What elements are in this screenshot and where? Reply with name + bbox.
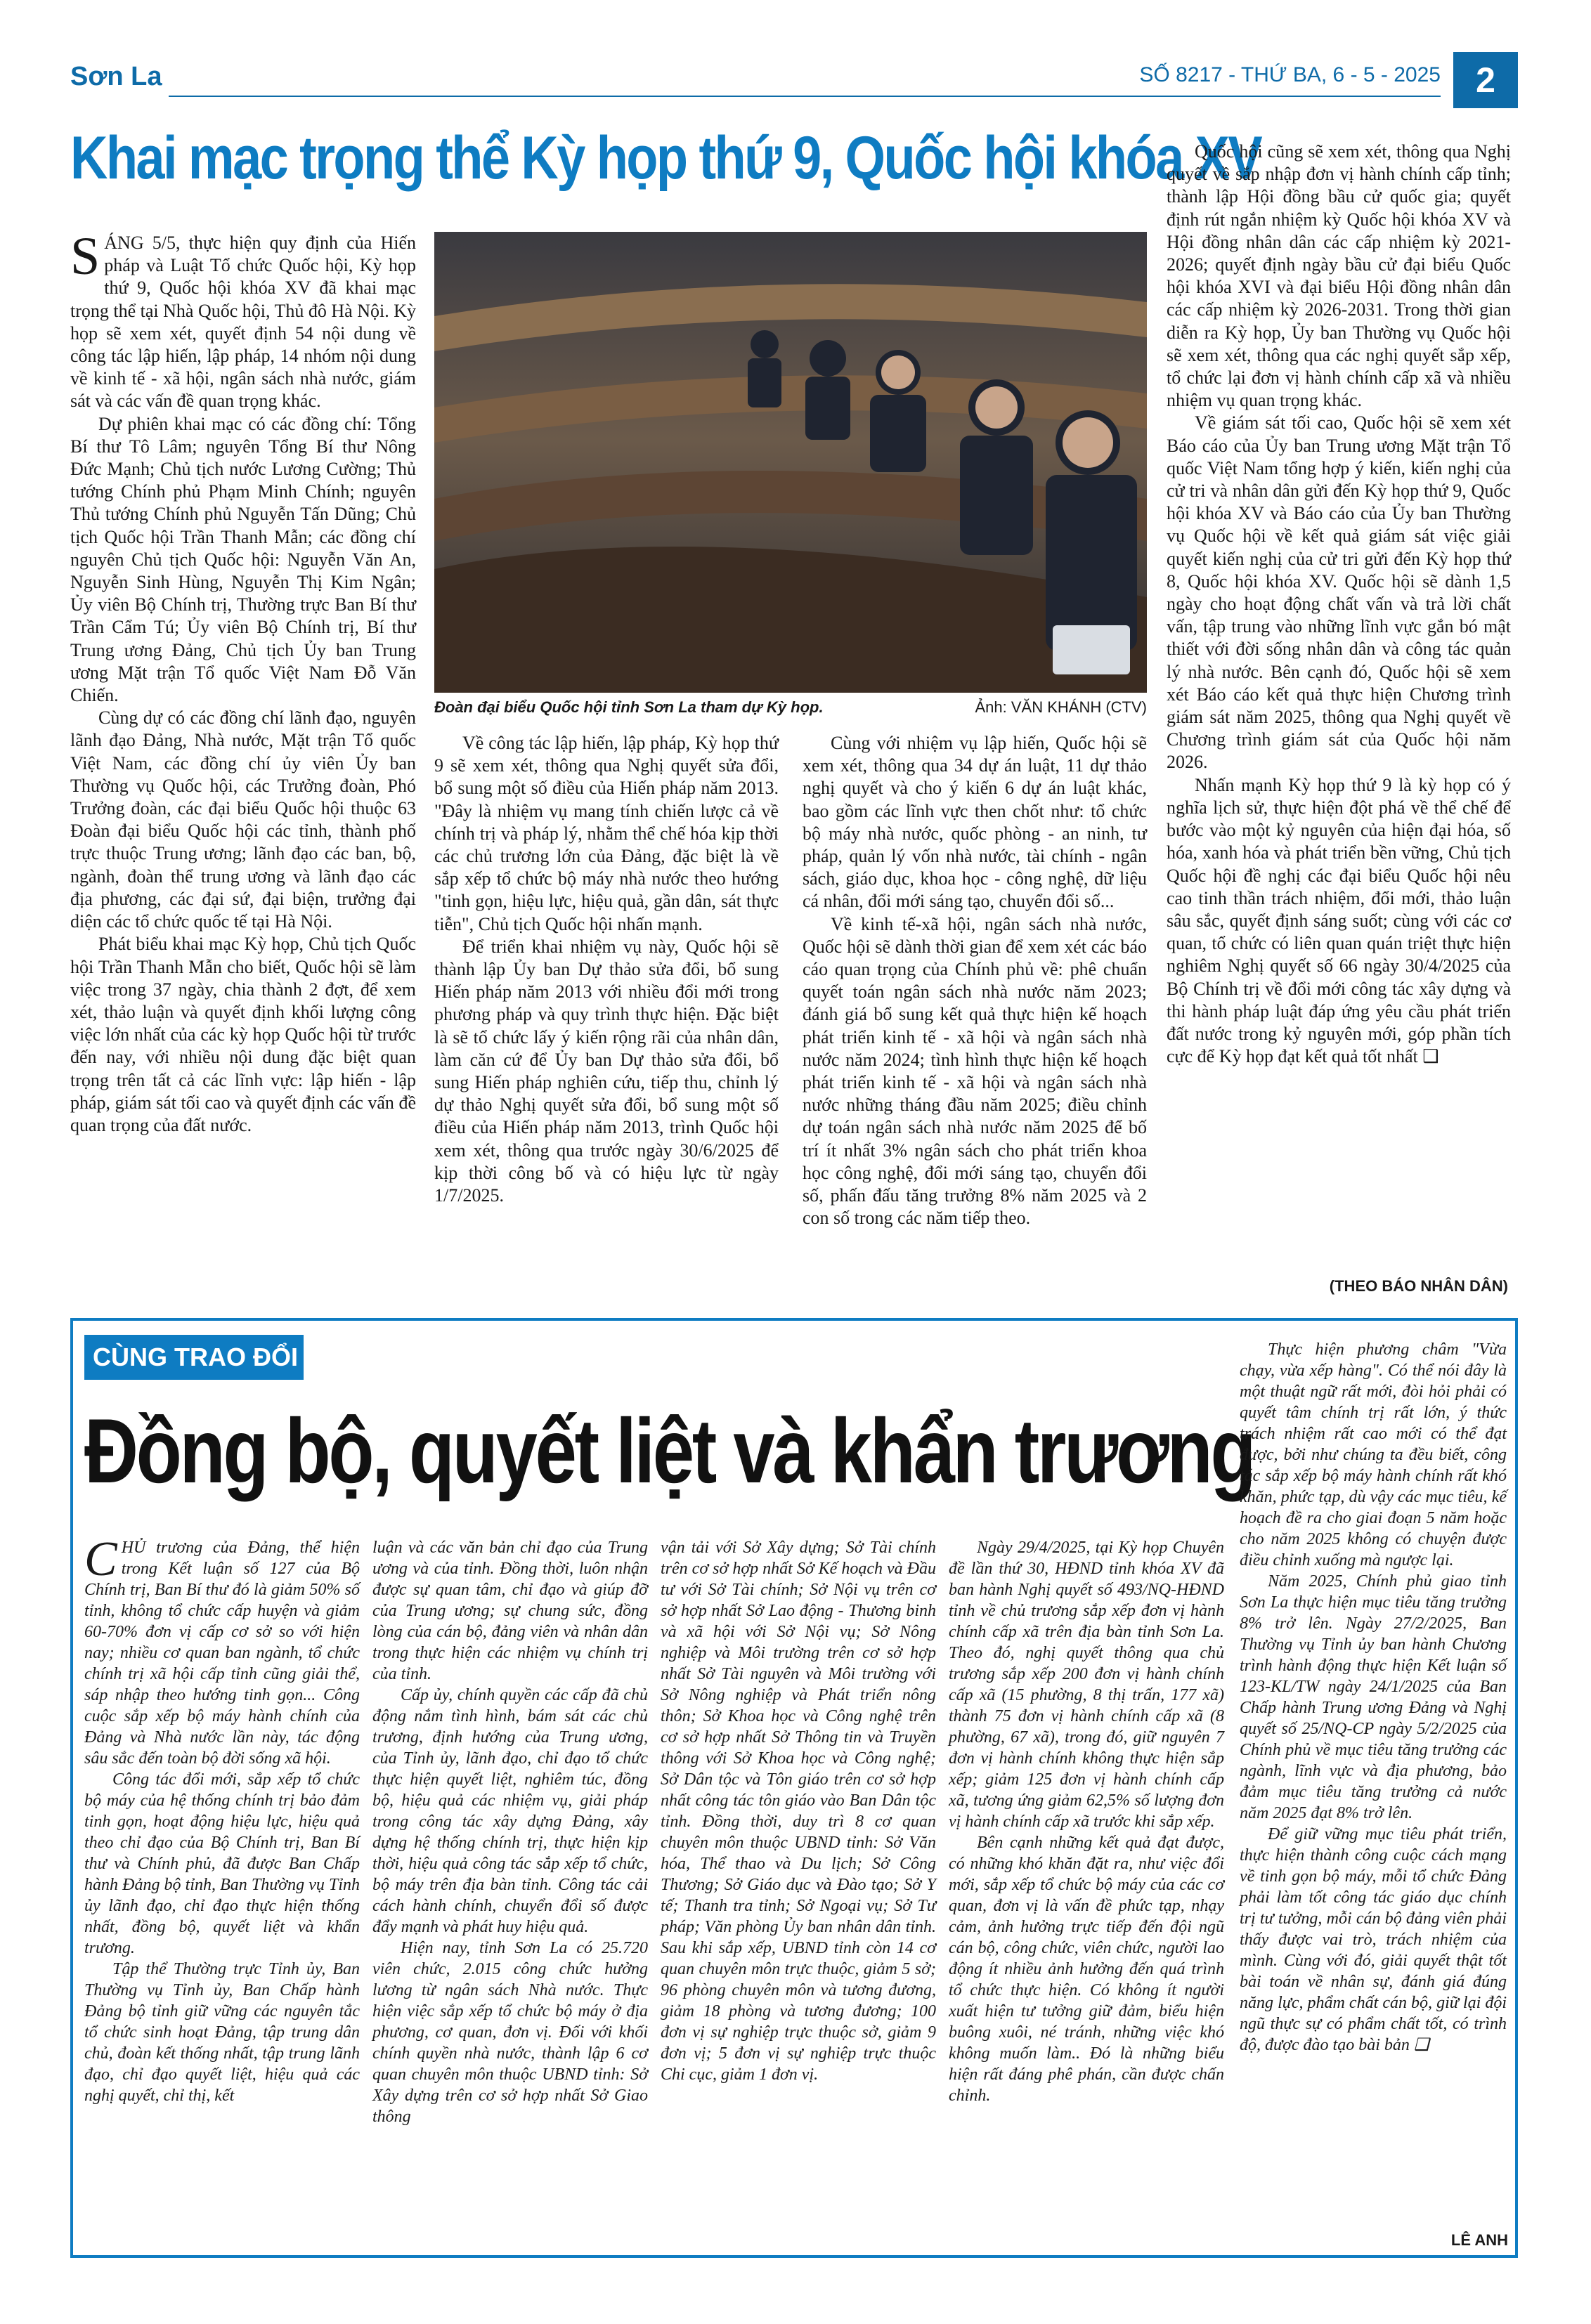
paragraph: Thực hiện phương châm "Vừa chạy, vừa xếp hàng". Có thể nói đây là một thuật ngữ rất mới, đòi hỏi phải có quyết tâm chính trị rất lớn, ý thức trách nhiệm rất cao mới có thể đạt được, bởi như chúng ta đều biết, công tác sắp xếp bộ máy hành chính rất khó khăn, phức tạp, dù vậy các mục tiêu, kế hoạch đề ra cho giai đoạn 5 năm hoặc cho năm 2025 không có chuyện được điều chỉnh xuống mà ngược lại.	[1240, 1340, 1507, 1569]
page-number: 2	[1453, 52, 1518, 108]
dropcap: C	[84, 1532, 117, 1586]
paragraph: Ngày 29/4/2025, tại Kỳ họp Chuyên đề lần thứ 30, HĐND tỉnh khóa XV đã ban hành Nghị quyết số 493/NQ-HĐND tỉnh về chủ trương sắp xếp đơn vị hành chính cấp xã trên địa bàn tỉnh Sơn La. Theo đó, nghị quyết thông qua chủ trương sắp xếp 200 đơn vị hành chính cấp xã (15 phường, 8 thị trấn, 177 xã) thành 75 đơn vị hành chính cấp xã (8 phường, 67 xã), trong đó, giữ nguyên 7 đơn vị hành chính không thực hiện sắp xếp; giảm 125 đơn vị hành chính cấp xã, tương ứng giảm 62,5% số lượng đơn vị hành chính cấp xã trước khi sắp xếp.	[949, 1539, 1224, 1831]
paragraph: luận và các văn bản chỉ đạo của Trung ương và của tỉnh. Đồng thời, luôn nhận được sự quan tâm, chỉ đạo và giúp đỡ của Trung ương; sự chung sức, đồng lòng của cán bộ, đảng viên và nhân dân trong thực hiện các nhiệm vụ chính trị của tỉnh.	[372, 1539, 648, 1683]
paragraph: Tập thể Thường trực Tỉnh ủy, Ban Thường vụ Tỉnh ủy, Ban Chấp hành Đảng bộ tỉnh giữ vững các nguyên tắc tổ chức sinh hoạt Đảng, tập trung dân chủ, đoàn kết thống nhất, tập trung lãnh đạo, chỉ đạo quyết liệt, hiệu quả các nghị quyết, chỉ thị, kết	[84, 1960, 360, 2105]
issue-info: SỐ 8217 - THỨ BA, 6 - 5 - 2025	[1139, 63, 1441, 86]
article1-column-2	[434, 732, 779, 1207]
photo-caption	[434, 698, 1147, 717]
paragraph: Cùng với nhiệm vụ lập hiến, Quốc hội sẽ xem xét, thông qua 34 dự án luật, 11 dự thảo nghị quyết và cho ý kiến 6 dự án luật khác, bao gồm các lĩnh vực then chốt như: tổ chức bộ máy nhà nước, quốc phòng - an ninh, tư pháp, quản lý vốn nhà nước, tài chính - ngân sách, giáo dục, khoa học - công nghệ, dữ liệu cá nhân, đổi mới sáng tạo, chuyển đổi số...	[803, 733, 1147, 912]
paragraph: Dự phiên khai mạc có các đồng chí: Tổng Bí thư Tô Lâm; nguyên Tổng Bí thư Nông Đức Mạnh; Chủ tịch nước Lương Cường; Thủ tướng Chính phủ Phạm Minh Chính; nguyên Thủ tướng Chính phủ Nguyễn Tấn Dũng; Chủ tịch Quốc hội Trần Thanh Mẫn; các đồng chí nguyên Chủ tịch Quốc hội: Nguyễn Văn An, Nguyễn Sinh Hùng, Nguyễn Thị Kim Ngân; Ủy viên Bộ Chính trị, Thường trực Ban Bí thư Trần Cẩm Tú; Ủy viên Bộ Chính trị, Bí thư Trung ương Đảng, Chủ tịch Ủy ban Trung ương Mặt trận Tổ quốc Việt Nam Đỗ Văn Chiến.	[70, 413, 416, 706]
article1-column-1	[70, 227, 416, 1137]
article2-column-5	[1240, 1339, 1507, 2056]
header-rule	[169, 96, 1441, 97]
photo-illustration	[434, 232, 1147, 693]
paragraph: Về giám sát tối cao, Quốc hội sẽ xem xét Báo cáo của Ủy ban Trung ương Mặt trận Tổ quốc Việt Nam tổng hợp ý kiến, kiến nghị của cử tri và nhân dân gửi đến Kỳ họp thứ 9, Quốc hội khóa XV và Báo cáo của Ủy ban Thường vụ Quốc hội về kết quả giám sát việc giải quyết kiến nghị của cử tri gửi đến Kỳ họp thứ 8, Quốc hội khóa XV. Quốc hội sẽ dành 1,5 ngày cho hoạt động chất vấn và trả lời chất vấn, tập trung vào những lĩnh vực gắn bó mật thiết với đời sống nhân dân và công tác quản lý nhà nước. Bên cạnh đó, Quốc hội sẽ xem xét Báo cáo kết quả thực hiện Chương trình giám sát năm 2025, thông qua Nghị quyết về Chương trình giám sát của Quốc hội năm 2026.	[1167, 412, 1511, 773]
paragraph: Công tác đổi mới, sắp xếp tổ chức bộ máy của hệ thống chính trị bảo đảm tinh gọn, hoạt động hiệu lực, hiệu quả theo chỉ đạo của Bộ Chính trị, Ban Bí thư và Chính phủ, đã được Ban Chấp hành Đảng bộ tỉnh, Ban Thường vụ Tỉnh ủy lãnh đạo, chỉ đạo thực hiện thống nhất, đồng bộ, quyết liệt và khẩn trương.	[84, 1770, 360, 1957]
delegates-photo	[434, 232, 1147, 693]
caption-text: Đoàn đại biểu Quốc hội tỉnh Sơn La tham dự Kỳ họp.	[434, 698, 824, 716]
section-tag: CÙNG TRAO ĐỔI	[84, 1335, 304, 1380]
article2-headline: Đồng bộ, quyết liệt và khẩn trương	[84, 1399, 1254, 1502]
paragraph: Phát biểu khai mạc Kỳ họp, Chủ tịch Quốc hội Trần Thanh Mẫn cho biết, Quốc hội sẽ làm việc trong 37 ngày, chia thành 2 đợt, để xem xét, thảo luận và quyết định khối lượng công việc lớn nhất của các kỳ họp Quốc hội từ trước đến nay, với nhiều nội dung đặc biệt quan trọng trên tất cả các lĩnh vực: lập hiến - lập pháp, giám sát tối cao và quyết định các vấn đề quan trọng của đất nước.	[70, 934, 416, 1135]
article1-headline: Khai mạc trọng thể Kỳ họp thứ 9, Quốc hội khóa XV	[70, 124, 1261, 192]
paragraph: vận tải với Sở Xây dựng; Sở Tài chính trên cơ sở hợp nhất Sở Kế hoạch và Đầu tư với Sở Tài chính; Sở Nội vụ trên cơ sở hợp nhất Sở Lao động - Thương binh và xã hội với Sở Nội vụ; Sở Nông nghiệp và Môi trường trên cơ sở hợp nhất Sở Tài nguyên và Môi trường với Sở Nông nghiệp và Phát triển nông thôn; Sở Khoa học và Công nghệ trên cơ sở hợp nhất Sở Thông tin và Truyền thông với Sở Khoa học và Công nghệ; Sở Dân tộc và Tôn giáo trên cơ sở hợp nhất công tác tôn giáo vào Ban Dân tộc tỉnh. Đồng thời, duy trì 8 cơ quan chuyên môn thuộc UBND tỉnh: Sở Văn hóa, Thể thao và Du lịch; Sở Công Thương; Sở Giáo dục và Đào tạo; Sở Y tế; Thanh tra tỉnh; Sở Ngoại vụ; Sở Tư pháp; Văn phòng Ủy ban nhân dân tỉnh. Sau khi sắp xếp, UBND tỉnh còn 14 cơ quan chuyên môn trực thuộc, giảm 5 sở; 96 phòng chuyên môn và tương đương, giảm 18 phòng và tương đương; 100 đơn vị sự nghiệp trực thuộc sở, giảm 9 đơn vị; 5 đơn vị sự nghiệp trực thuộc Chi cục, giảm 1 đơn vị.	[661, 1539, 936, 2084]
article2-column-3	[661, 1537, 936, 2085]
page-header	[70, 62, 1518, 111]
paragraph: Nhấn mạnh Kỳ họp thứ 9 là kỳ họp có ý nghĩa lịch sử, thực hiện đột phá về thể chế để bước vào một kỷ nguyên của hiện đại hóa, số hóa, xanh hóa và phát triển bền vững, Chủ tịch Quốc hội đề nghị các đại biểu Quốc hội nêu cao tinh thần trách nhiệm, đổi mới, thảo luận sâu sắc, quyết định sáng suốt; cùng với các cơ quan, tổ chức có liên quan quán triệt thực hiện nghiêm Nghị quyết số 66 ngày 30/4/2025 của Bộ Chính trị về đổi mới công tác xây dựng và thi hành pháp luật đáp ứng yêu cầu phát triển đất nước trong kỷ nguyên mới, góp phần tích cực để Kỳ họp đạt kết quả tốt nhất ❑	[1167, 774, 1511, 1067]
photo-credit: Ảnh: VĂN KHÁNH (CTV)	[975, 698, 1147, 716]
article1-lead-paragraph: SÁNG 5/5, thực hiện quy định của Hiến pháp và Luật Tổ chức Quốc hội, Kỳ họp thứ 9, Quốc hội khóa XV đã khai mạc trọng thể tại Nhà Quốc hội, Thủ đô Hà Nội. Kỳ họp sẽ xem xét, quyết định 54 nội dung về công tác lập hiến, lập pháp, 14 nhóm nội dung về kinh tế - xã hội, ngân sách nhà nước, giám sát và các vấn đề quan trọng khác.	[70, 227, 416, 412]
article1-column-3	[803, 732, 1147, 1229]
paragraph: Cùng dự có các đồng chí lãnh đạo, nguyên lãnh đạo Đảng, Nhà nước, Mặt trận Tổ quốc Việt Nam, các đồng chí ủy viên Ủy ban Thường vụ Quốc hội, các Trưởng đoàn, Phó Trưởng đoàn, các đại biểu Quốc hội thuộc 63 Đoàn đại biểu Quốc hội các tỉnh, thành phố trực thuộc Trung ương; lãnh đạo các ban, bộ, ngành, đoàn thể trung ương và lãnh đạo các địa phương, các đại sứ, đại biện, trưởng đại diện các tổ chức quốc tế tại Hà Nội.	[70, 707, 416, 932]
dropcap: S	[70, 227, 100, 286]
paragraph: Để triển khai nhiệm vụ này, Quốc hội sẽ thành lập Ủy ban Dự thảo sửa đổi, bổ sung Hiến pháp năm 2013 với nhiều đổi mới trong phương pháp và quy trình thực hiện. Đặc biệt là sẽ tổ chức lấy ý kiến rộng rãi của nhân dân, làm căn cứ để Ủy ban Dự thảo sửa đổi, bổ sung Hiến pháp nghiên cứu, tiếp thu, chỉnh lý dự thảo Nghị quyết sửa đổi, bổ sung một số điều của Hiến pháp năm 2013, trình Quốc hội xem xét, thông qua trước ngày 30/6/2025 để kịp thời công bố và có hiệu lực từ ngày 1/7/2025.	[434, 936, 779, 1206]
article2-lead-paragraph: CHỦ trương của Đảng, thể hiện trong Kết luận số 127 của Bộ Chính trị, Ban Bí thư đó là giảm 50% số tỉnh, không tổ chức cấp huyện và giảm 60-70% đơn vị cấp cơ sở so với hiện nay; nhiều cơ quan ban ngành, tổ chức chính trị xã hội cấp tỉnh cũng giải thể, sáp nhập theo hướng tinh gọn... Công cuộc sắp xếp bộ máy hành chính của Đảng và Nhà nước lần này, tác động sâu sắc đến toàn bộ đời sống xã hội.	[84, 1532, 360, 1768]
article2-column-2	[372, 1537, 648, 2127]
article1-column-4	[1167, 141, 1511, 1068]
paragraph: Quốc hội cũng sẽ xem xét, thông qua Nghị quyết về sắp nhập đơn vị hành chính cấp tỉnh; thành lập Hội đồng bầu cử quốc gia; quyết định rút ngắn nhiệm kỳ Quốc hội khóa XV và Hội đồng nhân dân các cấp nhiệm kỳ 2021-2026; quyết định ngày bầu cử đại biểu Quốc hội khóa XVI và đại biểu Hội đồng nhân dân các cấp nhiệm kỳ 2026-2031. Trong thời gian diễn ra Kỳ họp, Ủy ban Thường vụ Quốc hội sẽ xem xét, thông qua các nghị quyết sắp xếp, tổ chức lại đơn vị hành chính cấp xã và nhiều nhiệm vụ quan trọng khác.	[1167, 141, 1511, 411]
article2-column-4	[949, 1537, 1224, 2106]
article1-source: (THEO BÁO NHÂN DÂN)	[1329, 1277, 1508, 1295]
section-name: Sơn La	[70, 62, 162, 91]
paragraph: Để giữ vững mục tiêu phát triển, thực hiện thành công cuộc cách mạng về tinh gọn bộ máy, mỗi tổ chức Đảng phải làm tốt công tác giáo dục chính trị tư tưởng, mỗi cán bộ đảng viên phải thấy được vai trò, trách nhiệm của mình. Cùng với đó, giải quyết thật tốt bài toán về nhân sự, đánh giá đúng năng lực, phẩm chất cán bộ, giữ lại đội ngũ thực sự có phẩm chất tốt, có trình độ, được đào tạo bài bản ❑	[1240, 1825, 1507, 2054]
paragraph: Về công tác lập hiến, lập pháp, Kỳ họp thứ 9 sẽ xem xét, thông qua Nghị quyết sửa đổi, bổ sung một số điều của Hiến pháp năm 2013. "Đây là nhiệm vụ mang tính chiến lược cả về chính trị và pháp lý, nhằm thể chế hóa kịp thời các chủ trương lớn của Đảng, đặc biệt là về sắp xếp tổ chức bộ máy nhà nước theo hướng "tinh gọn, hiệu lực, hiệu quả, gần dân, sát thực tiễn", Chủ tịch Quốc hội nhấn mạnh.	[434, 733, 779, 934]
paragraph: Cấp ủy, chính quyền các cấp đã chủ động nắm tình hình, bám sát các chủ trương, định hướng của Trung ương, của Tỉnh ủy, lãnh đạo, chỉ đạo tổ chức thực hiện quyết liệt, nghiêm túc, đồng bộ, hiệu quả các nhiệm vụ, giải pháp trong công tác xây dựng Đảng, xây dựng hệ thống chính trị, thực hiện kịp thời, hiệu quả công tác sắp xếp tổ chức, bộ máy trên địa bàn tỉnh. Công tác cải cách hành chính, chuyển đổi số được đẩy mạnh và phát huy hiệu quả.	[372, 1686, 648, 1936]
paragraph: Hiện nay, tỉnh Sơn La có 25.720 viên chức, 2.015 công chức hưởng lương từ ngân sách Nhà nước. Thực hiện việc sắp xếp tổ chức bộ máy ở địa phương, cơ quan, đơn vị. Đối với khối chính quyền nhà nước, thành lập 6 cơ quan chuyên môn thuộc UBND tỉnh: Sở Xây dựng trên cơ sở hợp nhất Sở Giao thông	[372, 1939, 648, 2126]
paragraph: Về kinh tế-xã hội, ngân sách nhà nước, Quốc hội sẽ dành thời gian để xem xét các báo cáo quan trọng của Chính phủ về: phê chuẩn quyết toán ngân sách nhà nước năm 2023; đánh giá bổ sung kết quả thực hiện kế hoạch phát triển kinh tế - xã hội và ngân sách nhà nước năm 2024; tình hình thực hiện kế hoạch phát triển kinh tế - xã hội và ngân sách nhà nước những tháng đầu năm 2025; điều chỉnh dự toán ngân sách nhà nước năm 2025 để bố trí ít nhất 3% ngân sách cho phát triển khoa học công nghệ, đổi mới sáng tạo, chuyển đổi số, phấn đấu tăng trưởng 8% năm 2025 và 2 con số trong các năm tiếp theo.	[803, 913, 1147, 1229]
paragraph: Bên cạnh những kết quả đạt được, có những khó khăn đặt ra, như việc đổi mới, sắp xếp tổ chức bộ máy của các cơ quan, đơn vị là vấn đề phức tạp, nhạy cảm, ảnh hưởng trực tiếp đến đội ngũ cán bộ, công chức, viên chức, người lao động ít nhiều ảnh hưởng đến quá trình tổ chức thực hiện. Có không ít người xuất hiện tư tưởng giữ đảm, biểu hiện buông xuôi, né tránh, những việc khó không muốn làm.. Đó là những biểu hiện rất đáng phê phán, cần được chấn chỉnh.	[949, 1834, 1224, 2105]
paragraph: Năm 2025, Chính phủ giao tỉnh Sơn La thực hiện mục tiêu tăng trưởng 8% trở lên. Ngày 27/2/2025, Ban Thường vụ Tỉnh ủy ban hành Chương trình hành động thực hiện Kết luận số 123-KL/TW ngày 24/1/2025 của Ban Chấp hành Trung ương Đảng và Nghị quyết số 25/NQ-CP ngày 5/2/2025 của Chính phủ về mục tiêu tăng trưởng các ngành, lĩnh vực và địa phương, bảo đảm mục tiêu tăng trưởng cả nước năm 2025 đạt 8% trở lên.	[1240, 1572, 1507, 1822]
article2-column-1	[84, 1532, 360, 2106]
article2-byline: LÊ ANH	[1450, 2231, 1508, 2249]
